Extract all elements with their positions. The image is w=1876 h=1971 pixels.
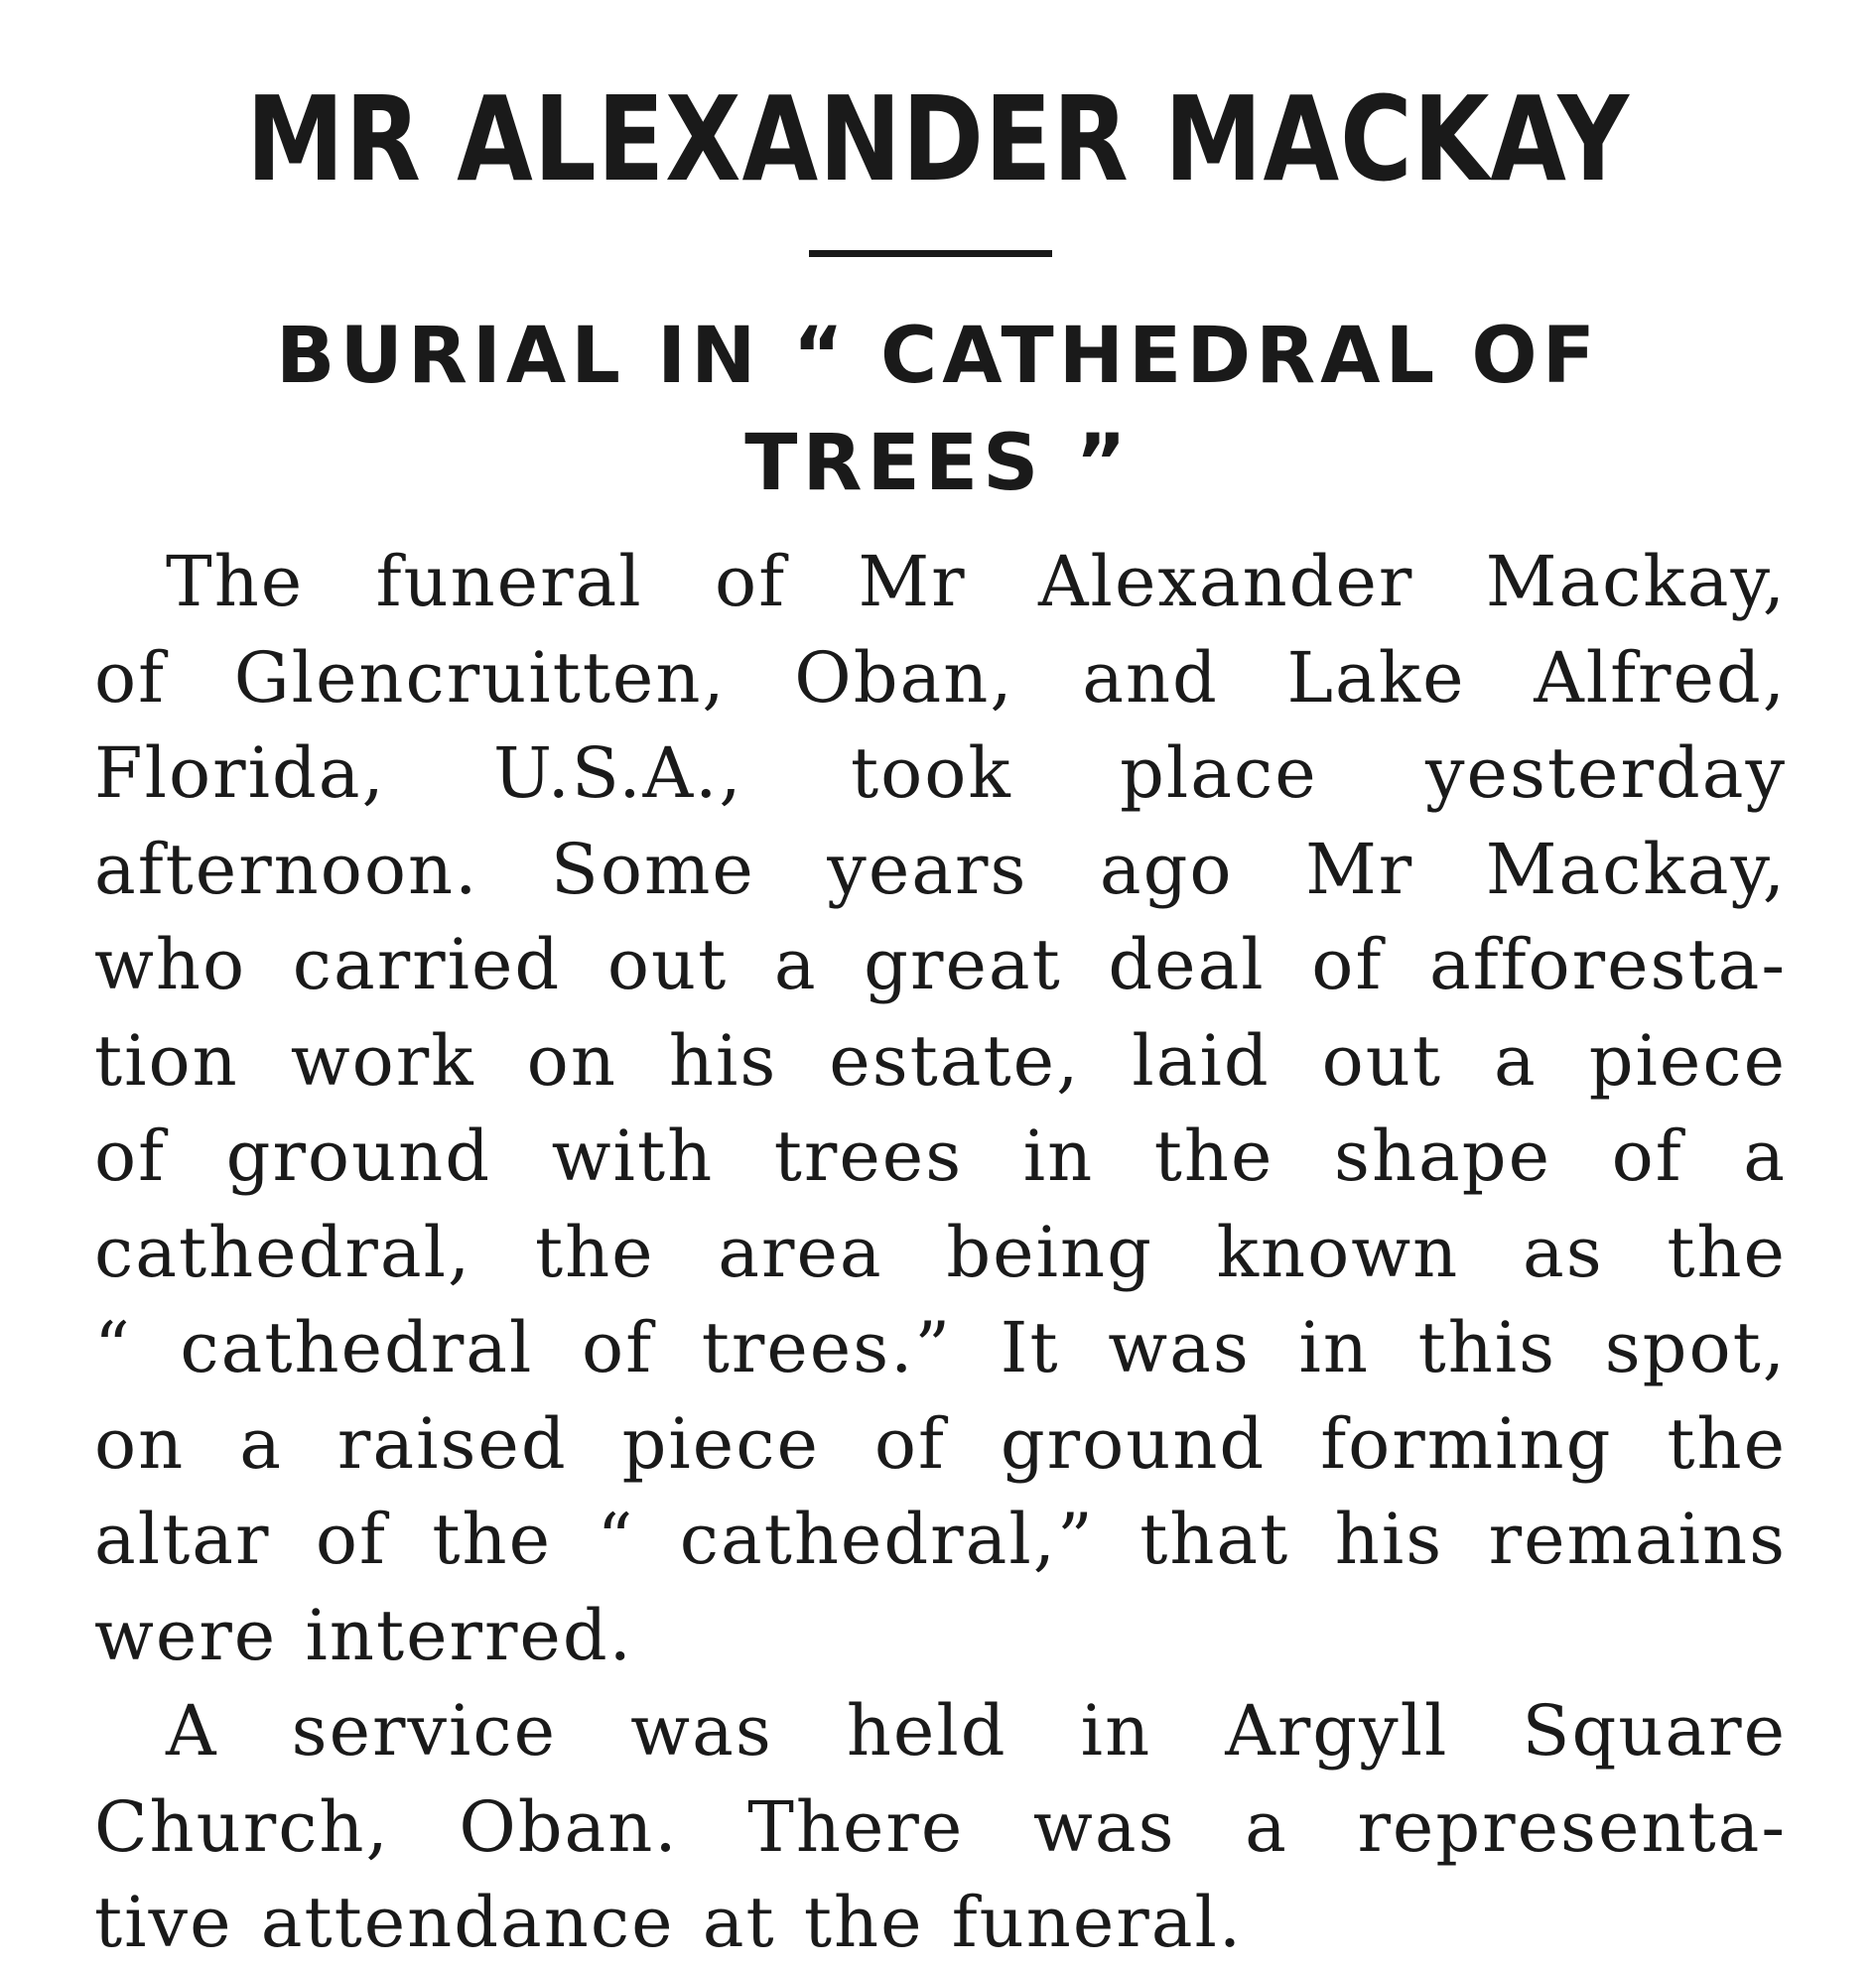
body-line: on a raised piece of ground forming the (94, 1402, 1787, 1485)
article-body (94, 534, 1787, 1971)
subheadline (149, 303, 1727, 517)
body-line: tion work on his estate, laid out a piece (94, 1019, 1787, 1102)
headline: MR ALEXANDER MACKAY (246, 70, 1630, 207)
body-line: tive attendance at the funeral. (94, 1882, 1244, 1963)
body-line: The funeral of Mr Alexander Mackay, (166, 541, 1787, 622)
body-line: Florida, U.S.A., took place yesterday (94, 732, 1787, 814)
subheadline-line: BURIAL IN “ CATHEDRAL OF (276, 312, 1600, 401)
body-line: of Glencruitten, Oban, and Lake Alfred, (94, 636, 1787, 719)
body-line: afternoon. Some years ago Mr Mackay, (94, 828, 1787, 910)
body-line: of ground with trees in the shape of a (94, 1116, 1787, 1197)
body-line: who carried out a great deal of afforesta- (94, 924, 1787, 1005)
body-line: cathedral, the area being known as the (94, 1211, 1787, 1293)
subheadline-line: TREES ” (744, 419, 1132, 508)
body-line: A service was held in Argyll Square (166, 1690, 1787, 1772)
body-line: Church, Oban. There was a representa- (94, 1785, 1787, 1868)
body-line: were interred. (94, 1594, 633, 1676)
body-line: “ cathedral of trees.” It was in this spot, (94, 1307, 1787, 1388)
body-line: altar of the “ cathedral,” that his remains (94, 1499, 1787, 1580)
headline-divider (809, 250, 1052, 257)
